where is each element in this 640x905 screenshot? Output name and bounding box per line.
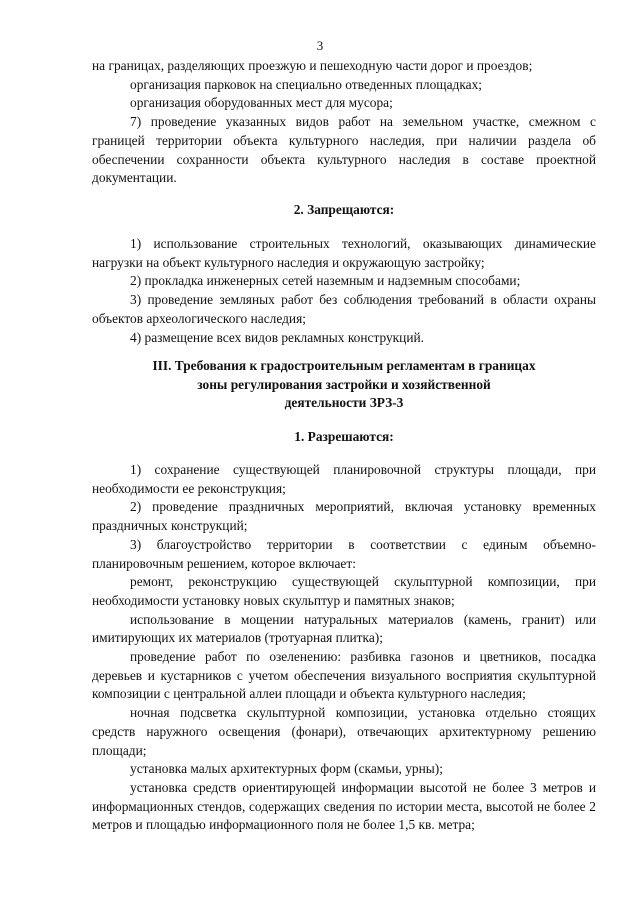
prohibited-list bbox=[92, 235, 596, 347]
paragraph: организация оборудованных мест для мусора; bbox=[130, 95, 393, 111]
list-item: использование в мощении натуральных материалов (камень, гранит) или имитирующих их материалов (тротуарная плитка); bbox=[92, 611, 596, 646]
list-item: ремонт, реконструкцию существующей скульптурной композиции, при необходимости установку новых скульптур и памятных знаков; bbox=[92, 574, 596, 608]
section-prohibited bbox=[92, 201, 596, 220]
chapter-heading-line: деятельности ЗРЗ-3 bbox=[284, 395, 404, 411]
list-item: ночная подсветка скульптурной композиции, установка отдельно стоящих средств наружного освещения (фонари), отвечающих архитектурному решению площади; bbox=[92, 705, 596, 758]
chapter-heading-line: зоны регулирования застройки и хозяйственной bbox=[197, 376, 491, 392]
chapter-heading-line: III. Требования к градостроительным регламентам в границах bbox=[152, 358, 536, 373]
list-item: 3) благоустройство территории в соответствии с единым объемно-планировочным решением, которое включает: bbox=[92, 536, 596, 571]
section-heading: 2. Запрещаются: bbox=[293, 202, 395, 217]
list-item: 4) размещение всех видов рекламных конструкций. bbox=[130, 329, 425, 345]
list-item: 2) проведение праздничных мероприятий, включая установку временных праздничных конструкций; bbox=[92, 499, 596, 534]
list-item: 2) прокладка инженерных сетей наземным и надземным способами; bbox=[130, 273, 521, 289]
list-item: установка малых архитектурных форм (скамьи, урны); bbox=[130, 761, 443, 777]
page-number: 3 bbox=[316, 38, 324, 53]
paragraph: организация парковок на специально отведенных площадках; bbox=[130, 76, 483, 92]
paragraph: 7) проведение указанных видов работ на земельном участке, смежном с границей территории объекта культурного наследия, при наличии раздела об обеспечении сохранности объекта культурного наследия в составе проектной документации. bbox=[92, 114, 596, 186]
chapter-heading bbox=[92, 357, 596, 413]
list-item: 1) сохранение существующей планировочной структуры площади, при необходимости ее реконструкция; bbox=[92, 462, 596, 496]
list-item: проведение работ по озеленению: разбивка газонов и цветников, посадка деревьев и кустарников с учетом обеспечения визуального восприятия скульптурной композиции с центральной аллеи площади и объекта культурного наследия; bbox=[92, 649, 596, 702]
section-permitted bbox=[92, 428, 596, 447]
list-item: установка средств ориентирующей информации высотой не более 3 метров и информационных стендов, содержащих сведения по истории места, высотой не более 2 метров и площадью информационного поля не более 1,5 кв. метра; bbox=[92, 779, 596, 833]
section-heading: 1. Разрешаются: bbox=[294, 429, 394, 444]
list-item: 3) проведение земляных работ без соблюдения требований в области охраны объектов археологического наследия; bbox=[92, 292, 596, 326]
paragraph: на границах, разделяющих проезжую и пешеходную части дорог и проездов; bbox=[92, 58, 533, 73]
permitted-list bbox=[92, 461, 596, 835]
list-item: 1) использование строительных технологий, оказывающих динамические нагрузки на объект культурного наследия и окружающую застройку; bbox=[92, 236, 596, 270]
section-continuation bbox=[92, 57, 596, 188]
